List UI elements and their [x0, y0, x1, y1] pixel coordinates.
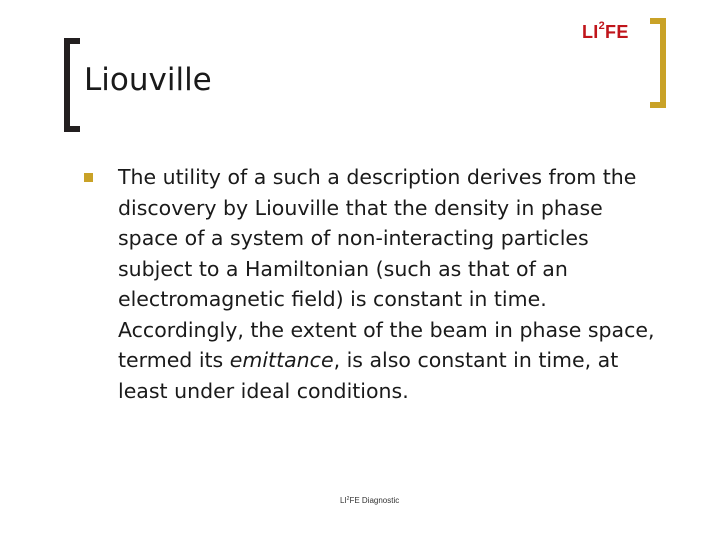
square-bullet-icon [84, 173, 93, 182]
brand-superscript: 2 [598, 20, 606, 32]
bullet-text [118, 162, 668, 406]
footer-label [340, 496, 399, 505]
footer-superscript: 2 [346, 496, 350, 502]
brand-prefix: LI [582, 22, 599, 42]
right-bracket-vertical [660, 18, 666, 108]
right-bracket-top [650, 18, 666, 24]
bullet-text-part2: , is also constant in time, at least under ideal conditions. [118, 348, 619, 403]
brand-suffix: FE [605, 22, 629, 42]
footer-suffix: FE Diagnostic [349, 496, 400, 505]
left-bracket-bottom [64, 126, 80, 132]
footer-prefix: LI [340, 496, 347, 505]
left-bracket-vertical [64, 38, 70, 132]
slide-title: Liouville [84, 62, 212, 98]
left-bracket-top [64, 38, 80, 44]
emphasized-term: emittance [229, 348, 334, 372]
bullet-text-part1: The utility of a such a description derives from the discovery by Liouville that the density in phase space of a system of non-interacting particles subject to a Hamiltonian (such as that of an electromagnetic field) is constant in time. Accordingly, the extent of the beam in phase space, termed its [118, 165, 655, 372]
brand-logo [582, 22, 629, 43]
right-bracket-bottom [650, 102, 666, 108]
